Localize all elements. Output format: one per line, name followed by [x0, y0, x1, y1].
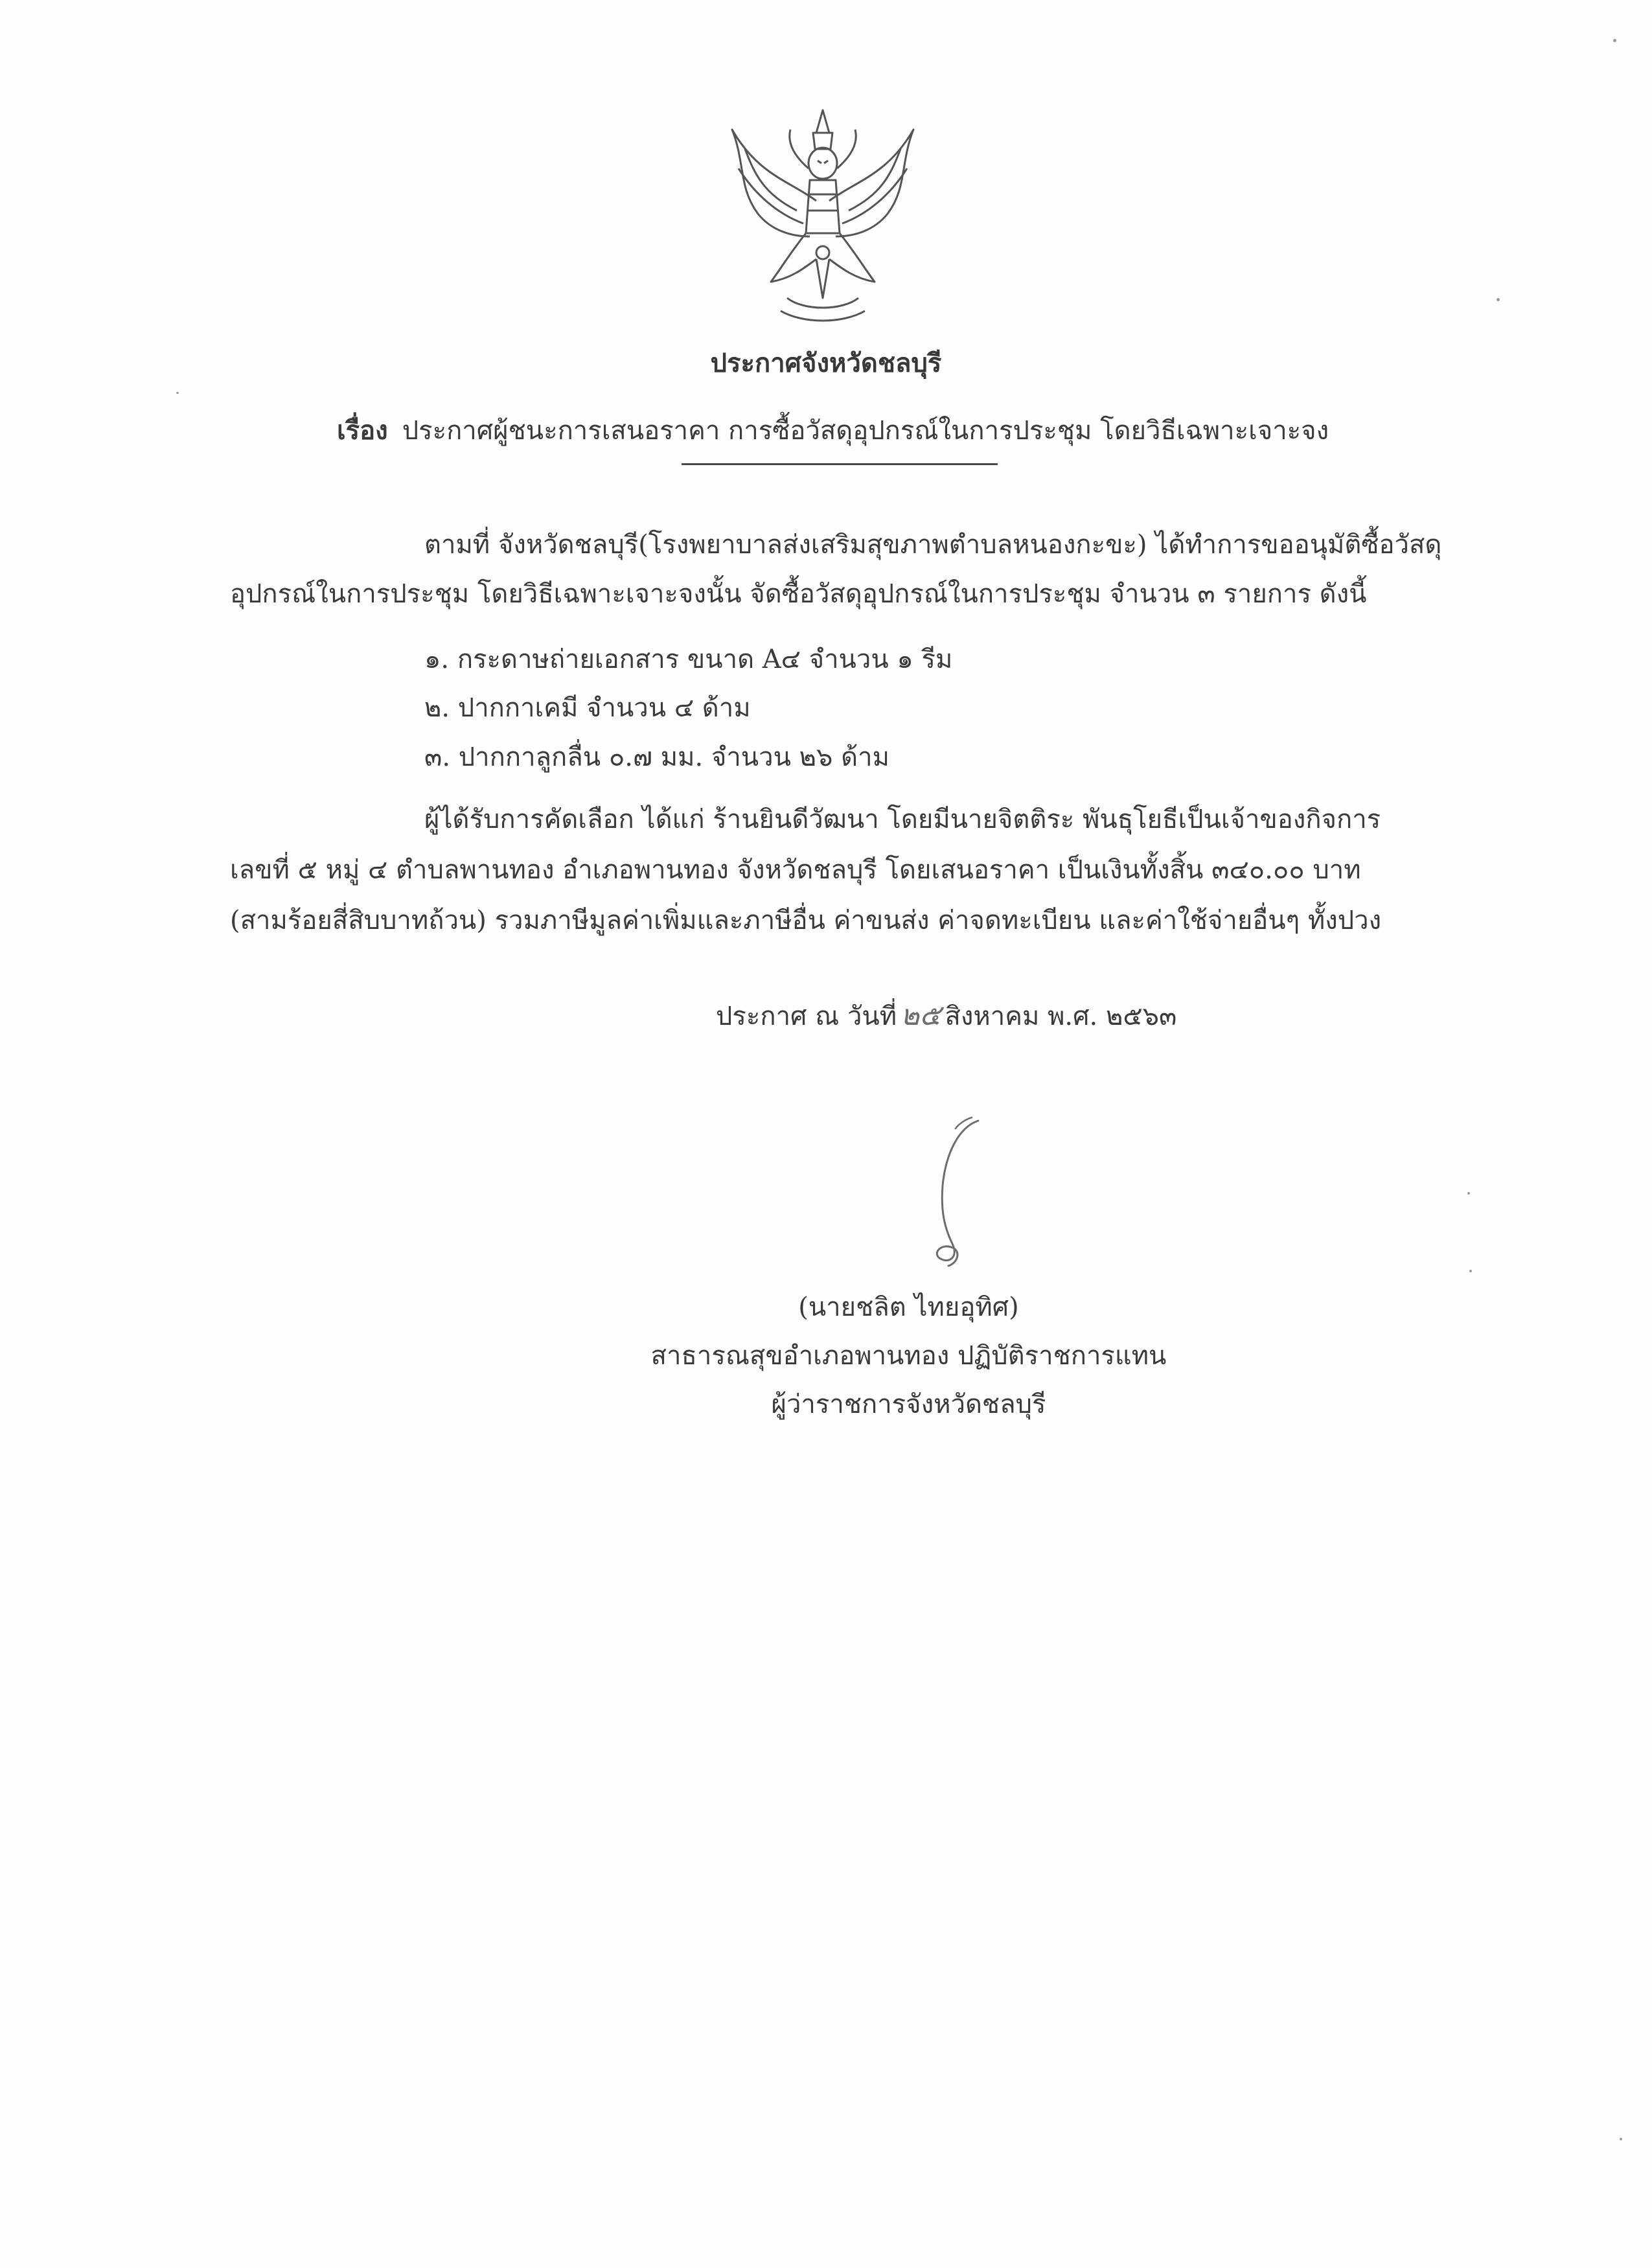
scan-speck — [176, 392, 179, 394]
scan-speck — [1497, 298, 1500, 301]
signatory-position-2: ผู้ว่าราชการจังหวัดชลบุรี — [771, 1390, 1046, 1419]
signature-mark — [894, 1114, 998, 1270]
garuda-emblem-icon — [719, 104, 926, 327]
signatory-name: (นายชลิต ไทยอุทิศ) — [798, 1292, 1019, 1322]
subject-text: ประกาศผู้ชนะการเสนอราคา การซื้อวัสดุอุปกรณ์ในการประชุม โดยวิธีเฉพาะเจาะจง — [402, 416, 1329, 446]
scan-speck — [1620, 2138, 1622, 2140]
winner-line-2: เลขที่ ๕ หมู่ ๔ ตำบลพานทอง อำเภอพานทอง จังหวัดชลบุรี โดยเสนอราคา เป็นเงินทั้งสิ้น ๓๔๐.๐๐ บาท — [230, 855, 1361, 885]
signatory-position-1: สาธารณสุขอำเภอพานทอง ปฏิบัติราชการแทน — [650, 1341, 1167, 1371]
announcement-title: ประกาศจังหวัดชลบุรี — [710, 348, 942, 378]
title-underline — [682, 463, 998, 465]
intro-line-2: อุปกรณ์ในการประชุม โดยวิธีเฉพาะเจาะจงนั้น จัดซื้อวัสดุอุปกรณ์ในการประชุม จำนวน ๓ รายการ ดังนี้ — [230, 579, 1367, 609]
announcement-date — [716, 992, 1176, 1038]
winner-line-3: (สามร้อยสี่สิบบาทถ้วน) รวมภาษีมูลค่าเพิ่มและภาษีอื่น ค่าขนส่ง ค่าจดทะเบียน และค่าใช้จ่ายอื่นๆ ทั้งปวง — [230, 906, 1382, 935]
subject-label: เรื่อง — [337, 415, 388, 446]
date-suffix: สิงหาคม พ.ศ. ๒๕๖๓ — [945, 1002, 1177, 1031]
date-prefix: ประกาศ ณ วันที่ — [716, 1002, 897, 1031]
date-day-handwritten: ๒๕ — [901, 999, 941, 1032]
winner-line-1: ผู้ได้รับการคัดเลือก ได้แก่ ร้านยินดีวัฒนา โดยมีนายจิตติระ พันธุโยธีเป็นเจ้าของกิจการ — [424, 805, 1381, 834]
subject-line — [337, 409, 1329, 451]
scan-speck — [1613, 39, 1616, 42]
scan-speck — [1467, 1192, 1470, 1195]
list-item: ๑. กระดาษถ่ายเอกสาร ขนาด A๔ จำนวน ๑ รีม — [424, 645, 953, 674]
list-item: ๓. ปากกาลูกลื่น ๐.๗ มม. จำนวน ๒๖ ด้าม — [424, 742, 889, 772]
list-item: ๒. ปากกาเคมี จำนวน ๔ ด้าม — [424, 693, 751, 723]
intro-line-1: ตามที่ จังหวัดชลบุรี(โรงพยาบาลส่งเสริมสุขภาพตำบลหนองกะขะ) ได้ทำการขออนุมัติซื้อวัสดุ — [424, 530, 1442, 560]
scan-speck — [1469, 1270, 1472, 1272]
